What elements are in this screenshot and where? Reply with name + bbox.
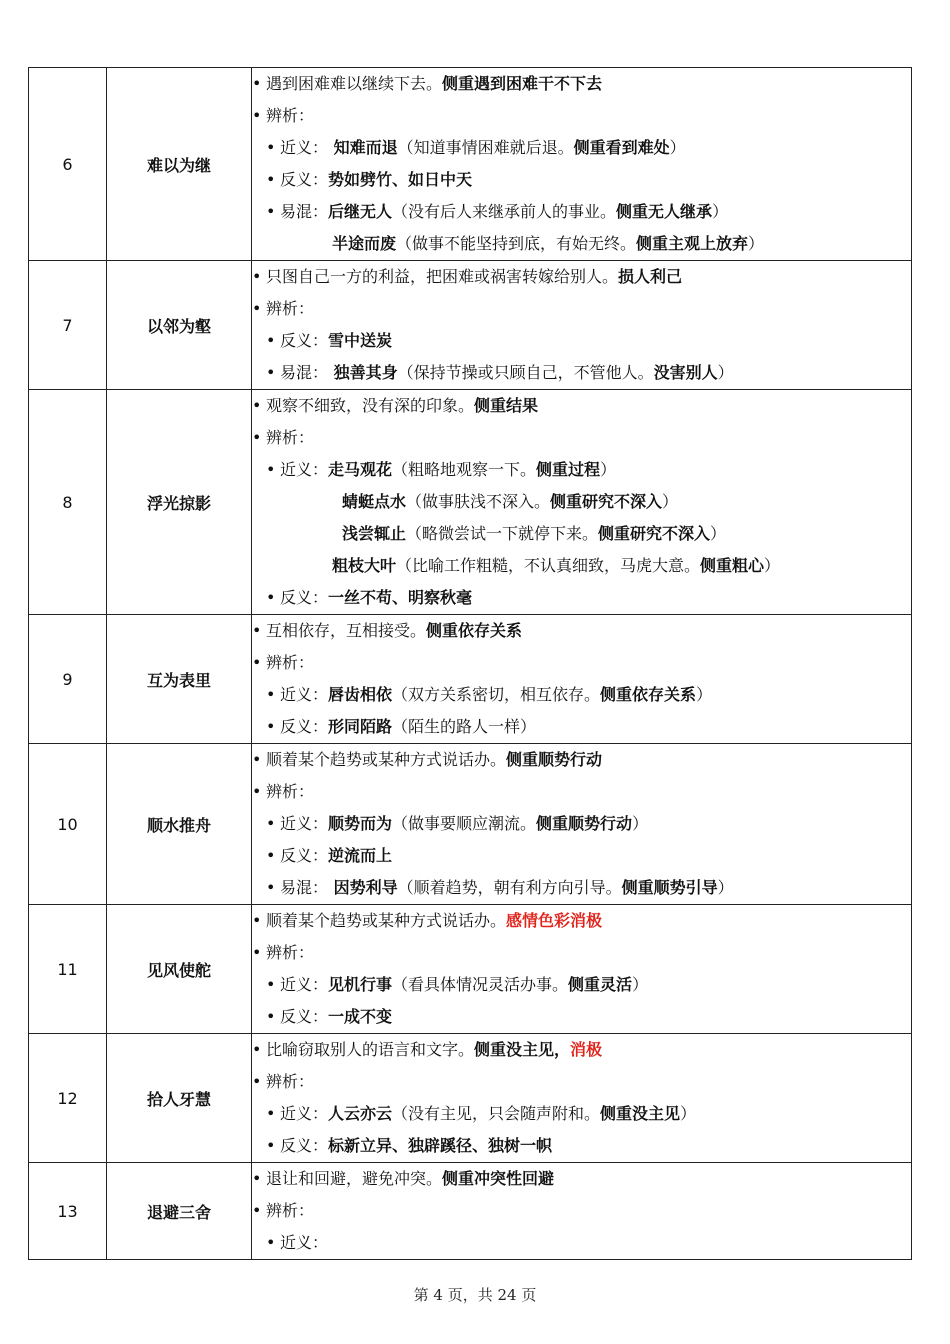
bullet-icon: •: [252, 621, 262, 640]
idiom-detail: [252, 390, 912, 615]
plain-text: 比喻窃取别人的语言和文字。: [266, 1040, 475, 1059]
idiom-detail: [252, 744, 912, 905]
bold-text: 侧重过程: [536, 460, 601, 479]
idiom-detail: [252, 1034, 912, 1163]
bold-text: 半途而废: [332, 234, 397, 253]
row-number: 10: [29, 744, 107, 905]
detail-line: [252, 325, 911, 357]
bold-text: 侧重顺势行动: [536, 814, 633, 833]
detail-line: [252, 550, 911, 582]
bullet-icon: •: [252, 299, 262, 318]
bullet-icon: •: [266, 878, 276, 897]
detail-line: [252, 711, 911, 743]
bullet-icon: •: [266, 685, 276, 704]
bold-text: 侧重无人继承: [616, 202, 713, 221]
detail-line: [252, 100, 911, 132]
detail-line: [252, 1195, 911, 1227]
highlight-red-text: 消极: [570, 1040, 603, 1059]
bold-text: 侧重顺势行动: [506, 750, 603, 769]
row-number: 8: [29, 390, 107, 615]
plain-text: ）: [696, 685, 713, 704]
row-number: 12: [29, 1034, 107, 1163]
idiom-detail: [252, 68, 912, 261]
plain-text: （知道事情困难就后退。: [397, 138, 574, 157]
bold-text: 侧重灵活: [568, 975, 633, 994]
bullet-icon: •: [252, 1040, 262, 1059]
detail-line: [252, 518, 911, 550]
bullet-icon: •: [252, 911, 262, 930]
row-number: 13: [29, 1163, 107, 1260]
detail-line: [252, 228, 911, 260]
detail-line: [252, 454, 911, 486]
line-label: 反义：: [280, 588, 329, 607]
plain-text: ）: [717, 878, 734, 897]
detail-line: [252, 196, 911, 228]
idiom-term: 以邻为壑: [107, 261, 252, 390]
detail-line: [252, 776, 911, 808]
detail-line: [252, 872, 911, 904]
plain-text: （没有主见，只会随声附和。: [392, 1104, 601, 1123]
bullet-icon: •: [252, 1169, 262, 1188]
detail-line: [252, 840, 911, 872]
bold-text: 唇齿相依: [328, 685, 393, 704]
idiom-table-body: [29, 68, 912, 1260]
bullet-icon: •: [266, 717, 276, 736]
plain-text: 顺着某个趋势或某种方式说话办。: [266, 750, 507, 769]
plain-text: ）: [748, 234, 765, 253]
line-label: 近义：: [280, 138, 329, 157]
line-label: 易混：: [280, 202, 329, 221]
line-label: 辨析：: [266, 299, 315, 318]
plain-text: 顺着某个趋势或某种方式说话办。: [266, 911, 507, 930]
bold-text: 侧重依存关系: [600, 685, 697, 704]
plain-text: ）: [669, 138, 686, 157]
line-label: 近义：: [280, 814, 329, 833]
idiom-detail: [252, 261, 912, 390]
idiom-table: [28, 67, 912, 1260]
line-label: 近义：: [280, 1233, 329, 1252]
idiom-detail: [252, 905, 912, 1034]
detail-line: [252, 390, 911, 422]
plain-text: ）: [632, 814, 649, 833]
bullet-icon: •: [266, 170, 276, 189]
row-number: 7: [29, 261, 107, 390]
idiom-detail: [252, 615, 912, 744]
bullet-icon: •: [266, 588, 276, 607]
line-label: 反义：: [280, 1136, 329, 1155]
bullet-icon: •: [252, 74, 262, 93]
detail-line: [252, 68, 911, 100]
bullet-icon: •: [252, 1072, 262, 1091]
plain-text: （没有后人来继承前人的事业。: [392, 202, 617, 221]
bold-text: 侧重依存关系: [426, 621, 523, 640]
bold-text: 形同陌路: [328, 717, 393, 736]
bold-text: 独善其身: [328, 363, 398, 382]
plain-text: 观察不细致，没有深的印象。: [266, 396, 475, 415]
bold-text: 走马观花: [328, 460, 393, 479]
bold-text: 知难而退: [328, 138, 398, 157]
bullet-icon: •: [252, 782, 262, 801]
line-label: 反义：: [280, 331, 329, 350]
bold-text: 见机行事: [328, 975, 393, 994]
idiom-detail: [252, 1163, 912, 1260]
plain-text: （比喻工作粗糙，不认真细致，马虎大意。: [396, 556, 701, 575]
plain-text: ）: [600, 460, 617, 479]
idiom-term: 拾人牙慧: [107, 1034, 252, 1163]
bold-text: 没害别人: [653, 363, 718, 382]
plain-text: ）: [632, 975, 649, 994]
bullet-icon: •: [266, 363, 276, 382]
line-label: 近义：: [280, 1104, 329, 1123]
bullet-icon: •: [266, 1136, 276, 1155]
bold-text: 后继无人: [328, 202, 393, 221]
bold-text: 侧重结果: [474, 396, 539, 415]
bullet-icon: •: [266, 460, 276, 479]
bold-text: 势如劈竹、如日中天: [328, 170, 473, 189]
bold-text: 侧重研究不深入: [550, 492, 663, 511]
detail-line: [252, 808, 911, 840]
bullet-icon: •: [266, 138, 276, 157]
plain-text: （双方关系密切，相互依存。: [392, 685, 601, 704]
line-label: 辨析：: [266, 653, 315, 672]
bullet-icon: •: [266, 1104, 276, 1123]
table-row: [29, 905, 912, 1034]
plain-text: 遇到困难难以继续下去。: [266, 74, 443, 93]
row-number: 9: [29, 615, 107, 744]
plain-text: （粗略地观察一下。: [392, 460, 537, 479]
bullet-icon: •: [252, 428, 262, 447]
detail-line: [252, 1130, 911, 1162]
plain-text: （做事肤浅不深入。: [406, 492, 551, 511]
bullet-icon: •: [252, 267, 262, 286]
plain-text: （做事要顺应潮流。: [392, 814, 537, 833]
bold-text: 损人利己: [618, 267, 683, 286]
detail-line: [252, 422, 911, 454]
detail-line: [252, 679, 911, 711]
line-label: 近义：: [280, 975, 329, 994]
detail-line: [252, 293, 911, 325]
line-label: 反义：: [280, 717, 329, 736]
line-label: 辨析：: [266, 1201, 315, 1220]
bullet-icon: •: [266, 331, 276, 350]
bold-text: 侧重粗心: [700, 556, 765, 575]
bullet-icon: •: [266, 1233, 276, 1252]
line-label: 辨析：: [266, 1072, 315, 1091]
idiom-term: 浮光掠影: [107, 390, 252, 615]
bold-text: 一成不变: [328, 1007, 393, 1026]
bold-text: 侧重顺势引导: [621, 878, 718, 897]
idiom-term: 难以为继: [107, 68, 252, 261]
plain-text: ）: [662, 492, 679, 511]
bold-text: 蜻蜓点水: [342, 492, 407, 511]
detail-line: [252, 486, 911, 518]
detail-line: [252, 1163, 911, 1195]
detail-line: [252, 647, 911, 679]
plain-text: ）: [717, 363, 734, 382]
row-number: 6: [29, 68, 107, 261]
plain-text: （略微尝试一下就停下来。: [406, 524, 599, 543]
plain-text: ）: [712, 202, 729, 221]
table-row: [29, 68, 912, 261]
bullet-icon: •: [266, 975, 276, 994]
bold-text: 标新立异、独辟蹊径、独树一帜: [328, 1136, 553, 1155]
idiom-term: 互为表里: [107, 615, 252, 744]
line-label: 辨析：: [266, 428, 315, 447]
table-row: [29, 744, 912, 905]
detail-line: [252, 132, 911, 164]
bold-text: 侧重没主见: [600, 1104, 681, 1123]
idiom-term: 退避三舍: [107, 1163, 252, 1260]
plain-text: （看具体情况灵活办事。: [392, 975, 569, 994]
plain-text: ）: [680, 1104, 697, 1123]
detail-line: [252, 1227, 911, 1259]
detail-line: [252, 357, 911, 389]
bold-text: 侧重遇到困难干不下去: [442, 74, 603, 93]
line-label: 近义：: [280, 685, 329, 704]
plain-text: （保持节操或只顾自己，不管他人。: [397, 363, 654, 382]
detail-line: [252, 582, 911, 614]
plain-text: ）: [764, 556, 781, 575]
plain-text: （陌生的路人一样）: [392, 717, 537, 736]
bold-text: 侧重冲突性回避: [442, 1169, 555, 1188]
detail-line: [252, 937, 911, 969]
page-footer: 第 4 页，共 24 页: [413, 1286, 537, 1304]
table-row: [29, 1034, 912, 1163]
bold-text: 侧重研究不深入: [598, 524, 711, 543]
bullet-icon: •: [252, 1201, 262, 1220]
plain-text: 退让和回避，避免冲突。: [266, 1169, 443, 1188]
bold-text: 侧重主观上放弃: [636, 234, 749, 253]
line-label: 反义：: [280, 846, 329, 865]
detail-line: [252, 615, 911, 647]
idiom-term: 见风使舵: [107, 905, 252, 1034]
line-label: 易混：: [280, 363, 329, 382]
line-label: 反义：: [280, 1007, 329, 1026]
detail-line: [252, 1001, 911, 1033]
line-label: 辨析：: [266, 943, 315, 962]
bold-text: 顺势而为: [328, 814, 393, 833]
table-row: [29, 615, 912, 744]
bold-text: 因势利导: [328, 878, 398, 897]
detail-line: [252, 261, 911, 293]
bullet-icon: •: [252, 396, 262, 415]
table-row: [29, 390, 912, 615]
bullet-icon: •: [266, 814, 276, 833]
bold-text: 雪中送炭: [328, 331, 393, 350]
detail-line: [252, 969, 911, 1001]
plain-text: 互相依存，互相接受。: [266, 621, 427, 640]
detail-line: [252, 1098, 911, 1130]
detail-line: [252, 905, 911, 937]
row-number: 11: [29, 905, 107, 1034]
plain-text: （做事不能坚持到底，有始无终。: [396, 234, 637, 253]
line-label: 易混：: [280, 878, 329, 897]
idiom-term: 顺水推舟: [107, 744, 252, 905]
bold-text: 侧重看到难处: [573, 138, 670, 157]
highlight-red-text: 感情色彩消极: [506, 911, 603, 930]
line-label: 辨析：: [266, 106, 315, 125]
bullet-icon: •: [266, 846, 276, 865]
table-row: [29, 1163, 912, 1260]
plain-text: （顺着趋势，朝有利方向引导。: [397, 878, 622, 897]
bold-text: 粗枝大叶: [332, 556, 397, 575]
detail-line: [252, 744, 911, 776]
bullet-icon: •: [266, 1007, 276, 1026]
bullet-icon: •: [252, 106, 262, 125]
bullet-icon: •: [252, 750, 262, 769]
bold-text: 一丝不苟、明察秋毫: [328, 588, 473, 607]
detail-line: [252, 1034, 911, 1066]
plain-text: 只图自己一方的利益，把困难或祸害转嫁给别人。: [266, 267, 619, 286]
detail-line: [252, 1066, 911, 1098]
line-label: 辨析：: [266, 782, 315, 801]
bullet-icon: •: [252, 653, 262, 672]
line-label: 反义：: [280, 170, 329, 189]
table-row: [29, 261, 912, 390]
bullet-icon: •: [252, 943, 262, 962]
line-label: 近义：: [280, 460, 329, 479]
bold-text: 浅尝辄止: [342, 524, 407, 543]
bullet-icon: •: [266, 202, 276, 221]
bold-text: 逆流而上: [328, 846, 393, 865]
bold-text: 人云亦云: [328, 1104, 393, 1123]
bold-text: 侧重没主见，: [474, 1040, 571, 1059]
detail-line: [252, 164, 911, 196]
plain-text: ）: [710, 524, 727, 543]
